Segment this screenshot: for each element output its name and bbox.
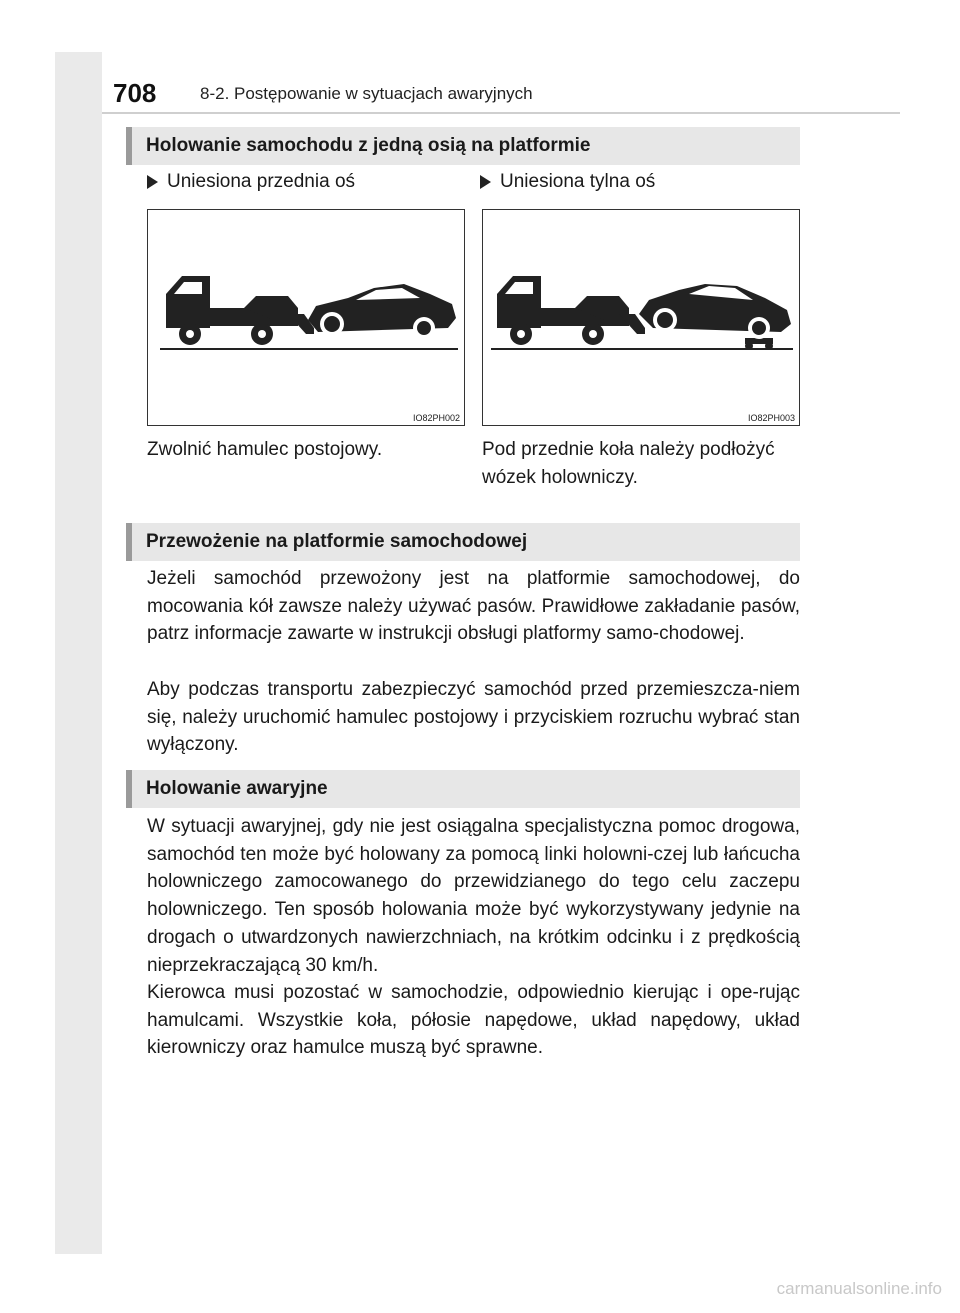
paragraph-emergency-towing: W sytuacji awaryjnej, gdy nie jest osiągalna specjalistyczna pomoc drogowa, samochód ten może być holowany za pomocą linki holowni-czej lub łańcucha holowniczego zamocowanego do przewidzianego do tego celu zaczepu holowniczego. Ten sposób holowania może być wykorzystywany jedynie na drogach o utwardzonych nawierzchniach, na krótkim odcinku i z prędkością nieprzekraczającą 30 km/h.: [147, 816, 800, 976]
paragraph-transport-parking-brake: Aby podczas transportu zabezpieczyć samochód przed przemieszcza-niem się, należy uruchomić hamulec postojowy i przyciskiem rozruchu wybrać stan wyłączony.: [147, 679, 800, 756]
page-number: 708: [113, 78, 157, 108]
figure-caption-rear-raised: [482, 436, 775, 492]
ground-line: [160, 348, 458, 350]
tow-truck-illustration: [148, 210, 466, 427]
header-rule: [102, 112, 900, 114]
figure-heading-front-raised: [147, 171, 355, 193]
car-rear-wheel: [413, 317, 435, 339]
figure-heading-rear-raised: [480, 171, 655, 193]
triangle-bullet-icon: [147, 175, 158, 189]
triangle-bullet-icon: [480, 175, 491, 189]
figure-heading-text: Uniesiona tylna oś: [500, 171, 656, 192]
car-front-wheel: [748, 317, 770, 339]
section-heading-flatbed-one-axle: Holowanie samochodu z jedną osią na platformie: [126, 127, 800, 165]
ground-line: [491, 348, 793, 350]
caption-line: wózek holowniczy.: [482, 467, 638, 488]
section-heading-emergency-towing: Holowanie awaryjne: [126, 770, 800, 808]
figure-heading-text: Uniesiona przednia oś: [167, 171, 356, 192]
caption-line: Pod przednie koła należy podłożyć: [482, 439, 775, 460]
running-header: 8-2. Postępowanie w sytuacjach awaryjnych: [200, 84, 533, 103]
tow-truck-illustration: [483, 210, 801, 427]
watermark: carmanualsonline.info: [776, 1279, 942, 1298]
figure-tow-rear-raised: [482, 209, 800, 426]
figure-code: IO82PH002: [412, 413, 460, 423]
figure-code: IO82PH003: [747, 413, 795, 423]
section-heading-car-transporter: Przewożenie na platformie samochodowej: [126, 523, 800, 561]
car-rear-wheel: [653, 308, 677, 332]
figure-caption-front-raised: Zwolnić hamulec postojowy.: [147, 439, 383, 460]
side-tab: [55, 52, 102, 1254]
figure-tow-front-raised: [147, 209, 465, 426]
paragraph-driver-requirements: Kierowca musi pozostać w samochodzie, odpowiednio kierując i ope-rując hamulcami. Wszystkie koła, półosie napędowe, układ napędowy, układ kierowniczy oraz hamulce muszą być sprawne.: [147, 982, 800, 1059]
car-front-wheel: [320, 312, 344, 336]
paragraph-transport-straps: Jeżeli samochód przewożony jest na platformie samochodowej, do mocowania kół zawsze należy używać pasów. Prawidłowe zakładanie pasów, patrz informacje zawarte w instrukcji obsługi platformy samo-chodowej.: [147, 568, 800, 645]
